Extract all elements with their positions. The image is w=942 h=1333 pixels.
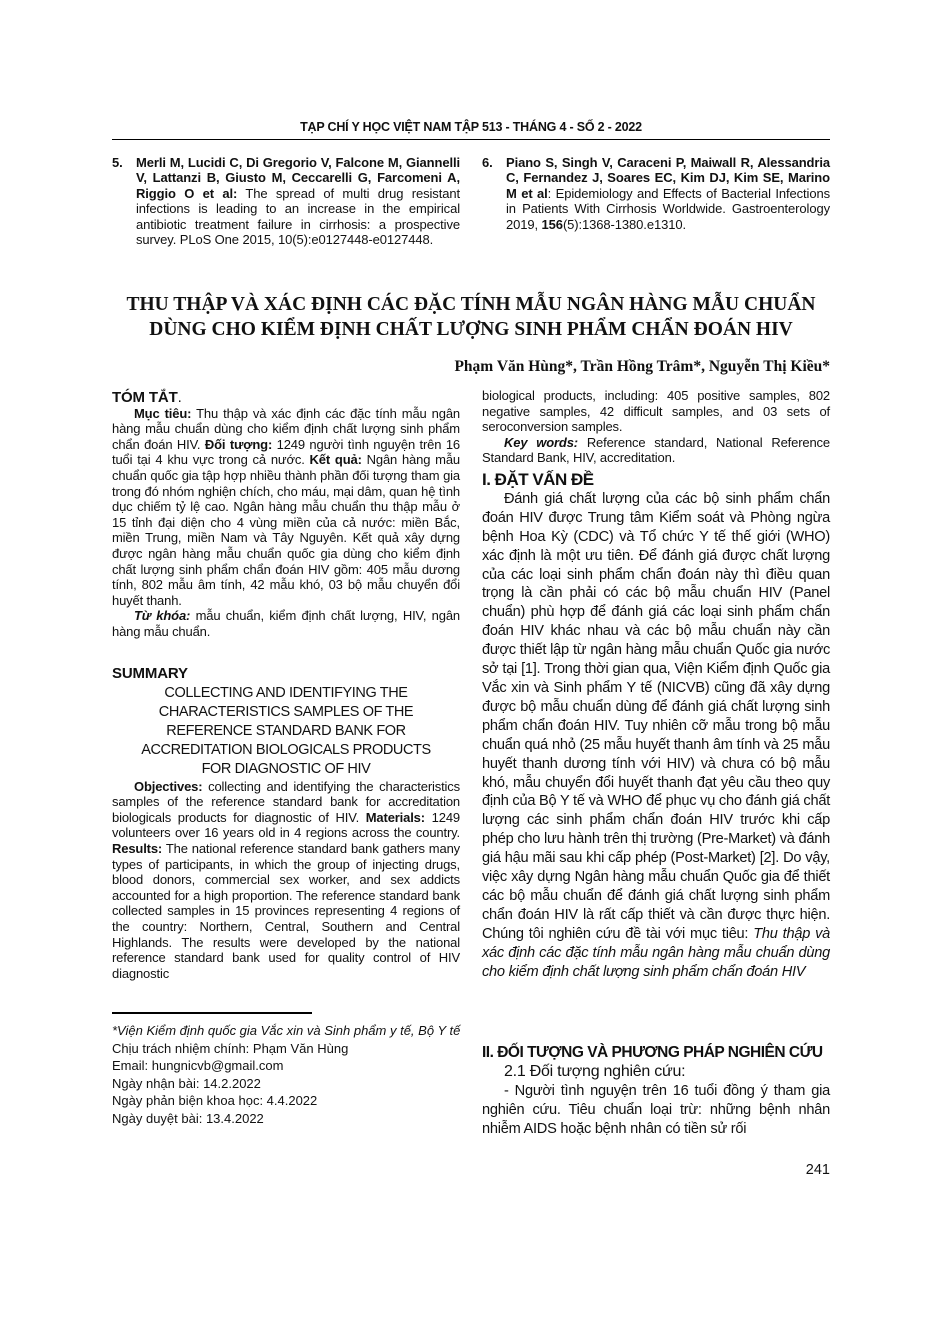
results-text: The national reference standard bank gathers many types of participants, in which the group of injecting drugs, blood donors, commercial sex worker, and sex addicts accounted for a high proportion. The reference standard bank collected samples in 15 provinces representing 4 regions of the country: Northern, Central, Southern and Central Highlands. The results were developed by the national reference standard bank used for quality control of HIV diagnostic [112,840,460,981]
keywords-label: Key words: [504,434,578,450]
subjects-label: Đối tượng: [204,436,273,452]
results-text-continued: biological products, including: 405 positive samples, 802 negative samples, 42 difficult samples, and 03 sets of seroconversion samples. [482,388,830,435]
reference-volume: 156 [541,216,563,232]
reference-number: 6. [482,155,493,170]
section-heading: II. ĐỐI TƯỢNG VÀ PHƯƠNG PHÁP NGHIÊN CỨU [482,1044,823,1061]
intro-aim: Thu thập và xác định các đặc tính mẫu ngân hàng mẫu chuẩn dùng cho kiểm định chất lượng sinh phẩm chẩn đoán HIV [482,925,830,980]
subsection-heading: 2.1 Đối tượng nghiên cứu: [504,1062,686,1080]
abstract-keywords [112,608,460,639]
reference-text: The spread of multi drug resistant infections is leading to an increase in the empirical antibiotic treatment failure in cirrhosis: a prospective survey. PLoS One 2015, 10(5):e0127448-e0127448. [136,185,460,248]
methods-text: - Người tình nguyện trên 16 tuổi đồng ý tham gia nghiên cứu. Tiêu chuẩn loại trừ: những bệnh nhân nhiễm AIDS hoặc bệnh nhân có tiền sử rối [482,1082,830,1137]
abstract-vi [112,390,460,640]
keywords-text: Reference standard, National Reference Standard Bank, HIV, accreditation. [482,434,830,466]
heading-text: TÓM TẮT [112,389,178,406]
intro-text: Đánh giá chất lượng của các bộ sinh phẩm chẩn đoán HIV được Trung tâm Kiểm soát và Phòng ngừa bệnh Hoa Kỳ (CDC) và Tổ chức Y tế thế giới (WHO) xác định là một ưu tiên. Để đánh giá được chất lượng của các loại sinh phẩm chẩn đoán này thì điều quan trọng là cần phải có các bộ mẫu chuẩn HIV (Panel chuẩn) phù hợp để đánh giá các loại sinh phẩm chẩn đoán HIV khác nhau và các bộ mẫu chuẩn này cần được thiết lập từ ngân hàng mẫu chuẩn Quốc gia nước sở tại [1]. Trong thời gian qua, Viện Kiểm định Quốc gia Vắc xin và Sinh phẩm Y tế (NICVB) cũng đã xây dựng được bộ mẫu chuẩn dùng để đánh giá chất lượng sinh phẩm chẩn đoán HIV. Tuy nhiên cỡ mẫu trong bộ mẫu chuẩn quá nhỏ (25 mẫu huyết thanh âm tính và 25 mẫu huyết thanh dương tính với HIV) và chưa có bộ mẫu khó, mẫu chuyển đổi huyết thanh đạt yêu cầu theo quy định của Bộ Y tế và WHO để phục vụ cho đánh giá chất lượng các sinh phẩm chẩn đoán HIV trước khi cấp phép cho lưu hành trên thị trường (Pre-Market) và đánh giá hậu mãi sau khi cấp phép (Post-Market) [2]. Do vậy, việc xây dựng Ngân hàng mẫu chuẩn Quốc gia để thiết các bộ mẫu chuẩn để đánh giá chất lượng sinh phẩm chẩn đoán HIV là rất cấp thiết và cần được thực hiện. Chúng tôi nghiên cứu đề tài với mục tiêu: [482,490,830,942]
section-introduction [482,471,830,981]
summary-keywords [482,435,830,466]
reference-pages: (5):1368-1380.e1310. [562,216,686,232]
date-received: Ngày nhận bài: 14.2.2022 [112,1075,261,1091]
objective-text: Thu thập và xác định các đặc tính mẫu ngân hàng mẫu chuẩn dùng cho kiểm định chất lượng sinh phẩm chẩn đoán HIV. [112,405,460,452]
summary-heading: SUMMARY [112,665,188,682]
summary-title-line: REFERENCE STANDARD BANK FOR [166,722,406,739]
footnote-rule [112,1012,312,1014]
reference-authors: Merli M, Lucidi C, Di Gregorio V, Falcone M, Giannelli V, Lattanzi B, Giusto M, Ceccarelli G, Farcomeni A, Riggio O et al: [136,155,460,201]
article-title [100,292,842,342]
date-approved: Ngày duyệt bài: 13.4.2022 [112,1110,264,1126]
summary-continued [482,388,830,466]
summary-title-line: CHARACTERISTICS SAMPLES OF THE [158,703,414,720]
reference-6 [482,155,830,232]
reference-authors: Piano S, Singh V, Caraceni P, Maiwall R, Alessandria C, Fernandez J, Soares EC, Kim DJ, Kim SE, Marino M et al [506,155,830,201]
summary-title [112,684,460,779]
intro-paragraph [482,490,830,982]
page-number: 241 [805,1162,830,1178]
materials-label: Materials: [365,809,425,825]
abstract-heading [112,390,460,406]
title-line: DÙNG CHO KIỂM ĐỊNH CHẤT LƯỢNG SINH PHẨM CHẨN ĐOÁN HIV [149,319,793,340]
reference-5 [112,155,460,248]
subjects-text: 1249 người tình nguyện trên 16 tuổi tại 4 khu vực trong cả nước. [112,436,460,468]
summary-title-line: COLLECTING AND IDENTIFYING THE [164,684,408,701]
title-line: THU THẬP VÀ XÁC ĐỊNH CÁC ĐẶC TÍNH MẪU NGÂN HÀNG MẪU CHUẨN [126,294,816,315]
objectives-label: Objectives: [134,778,203,794]
results-label: Results: [112,840,163,856]
date-reviewed: Ngày phản biện khoa học: 4.4.2022 [112,1093,318,1108]
reference-text: : Epidemiology and Effects of Bacterial Infections in Patients With Cirrhosis Worldwide. Gastroenterology 2019, [506,185,830,232]
journal-header: TẠP CHÍ Y HỌC VIỆT NAM TẬP 513 - THÁNG 4 - SỐ 2 - 2022 [300,120,642,134]
footnote [112,1022,462,1127]
objective-label: Mục tiêu: [134,405,192,421]
summary-title-line: FOR DIAGNOSTIC OF HIV [201,760,371,777]
corresponding-author: Chịu trách nhiệm chính: Phạm Văn Hùng [112,1040,349,1056]
header-rule [112,139,830,140]
summary [112,666,460,981]
section-heading: I. ĐẶT VẤN ĐỀ [482,470,594,489]
heading-dot: . [177,389,182,406]
results-label: Kết quả: [309,452,362,468]
objectives-text: collecting and identifying the characteristics samples of the reference standard bank for accreditation biologicals products for diagnostic of HIV. [112,778,460,825]
article-authors: Phạm Văn Hùng*, Trần Hồng Trâm*, Nguyễn Thị Kiều* [454,358,830,375]
email: Email: hungnicvb@gmail.com [112,1058,284,1073]
results-text: Ngân hàng mẫu chuẩn quốc gia tập hợp nhiều thành phần đối tượng tham gia trong đó nhóm nghiện chích, cho máu, mại dâm, quan hệ tình dục chiếm tỷ lệ cao. Ngân hàng mẫu chuẩn thu thập mẫu ở 15 tỉnh đại diện cho 4 vùng miền của cả nước: miền Bắc, miền Trung, miền Nam và Tây Nguyên. Kết quả xây dựng được ngân hàng mẫu chuẩn quốc gia dùng cho kiểm định chất lượng sinh phẩm chẩn đoán HIV gồm: 405 mẫu dương tính, 802 mẫu âm tính, 42 mẫu khó, 03 bộ mẫu chuyển đổi huyết thanh. [112,452,460,608]
abstract-body [112,406,460,609]
materials-text: 1249 volunteers over 16 years old in 4 regions across the country. [112,809,460,841]
reference-number: 5. [112,155,123,170]
summary-body [112,779,460,982]
keywords-label: Từ khóa: [134,608,191,624]
section-methods [482,1044,830,1139]
affiliation: *Viện Kiểm định quốc gia Vắc xin và Sinh phẩm y tế, Bộ Y tế [112,1023,461,1038]
summary-title-line: ACCREDITATION BIOLOGICALS PRODUCTS [141,741,431,758]
keywords-text: mẫu chuẩn, kiểm định chất lượng, HIV, ngân hàng mẫu chuẩn. [112,608,461,639]
